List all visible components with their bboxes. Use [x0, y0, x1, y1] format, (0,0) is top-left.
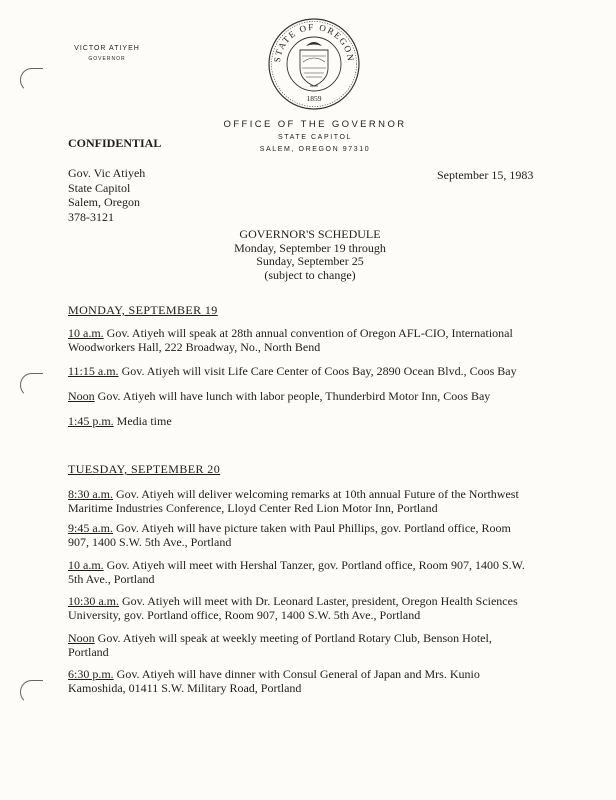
governor-title: GOVERNOR	[88, 56, 126, 62]
entry-text-cont: Portland	[68, 645, 109, 659]
entry-time: 6:30 p.m.	[68, 667, 114, 681]
schedule-entry	[68, 521, 588, 549]
entry-time: 11:15 a.m.	[68, 364, 119, 378]
entry-text-cont: Woodworkers Hall, 222 Broadway, No., North Bend	[68, 340, 321, 354]
schedule-range-start: Monday, September 19 through	[234, 240, 386, 255]
sender-phone: 378-3121	[68, 209, 114, 224]
governor-name: VICTOR ATIYEH	[74, 45, 140, 52]
entry-text-cont: University, gov. Portland office, Room 907, 1400 S.W. 5th Ave., Portland	[68, 608, 421, 622]
entry-text: Gov. Atiyeh will have picture taken with Paul Phillips, gov. Portland office, Room	[113, 521, 511, 535]
schedule-entry	[68, 667, 588, 695]
entry-text-cont: 5th Ave., Portland	[68, 572, 155, 586]
sender-name: Gov. Vic Atiyeh	[68, 166, 146, 180]
schedule-entry	[68, 558, 588, 586]
sender-building: State Capitol	[68, 180, 131, 195]
entry-text: Gov. Atiyeh will speak at 28th annual convention of Oregon AFL-CIO, International	[103, 326, 513, 340]
day-heading-tuesday: TUESDAY, SEPTEMBER 20	[68, 462, 221, 476]
entry-time: 10:30 a.m.	[68, 594, 119, 608]
schedule-entry	[68, 389, 588, 403]
hole-punch-mark	[20, 680, 43, 704]
hole-punch-mark	[20, 68, 43, 92]
schedule-entry	[68, 631, 588, 659]
entry-time: 10 a.m.	[68, 558, 104, 572]
entry-text: Gov. Atiyeh will speak at weekly meeting of Portland Rotary Club, Benson Hotel,	[94, 631, 492, 645]
entry-text: Gov. Atiyeh will have lunch with labor people, Thunderbird Motor Inn, Coos Bay	[94, 389, 491, 403]
schedule-note: (subject to change)	[264, 267, 356, 282]
entry-time: 10 a.m.	[68, 326, 104, 340]
day-heading-monday: MONDAY, SEPTEMBER 19	[68, 303, 218, 317]
entry-time: 9:45 a.m.	[68, 521, 113, 535]
entry-text-cont: Kamoshida, 01411 S.W. Military Road, Portland	[68, 681, 302, 695]
entry-text: Gov. Atiyeh will have dinner with Consul General of Japan and Mrs. Kunio	[113, 667, 480, 681]
schedule-range-end: Sunday, September 25	[256, 254, 364, 268]
sender-city: Salem, Oregon	[68, 195, 140, 209]
schedule-entry	[68, 326, 588, 354]
schedule-entry	[68, 594, 588, 622]
schedule-header	[160, 228, 460, 282]
entry-text-cont: 907, 1400 S.W. 5th Ave., Portland	[68, 535, 232, 549]
schedule-entry	[68, 487, 588, 515]
entry-text: Gov. Atiyeh will deliver welcoming remarks at 10th annual Future of the Northwest	[113, 487, 519, 501]
schedule-entry	[68, 414, 588, 428]
office-address: SALEM, OREGON 97310	[259, 146, 371, 153]
entry-time: Noon	[68, 631, 95, 645]
entry-time: 1:45 p.m.	[68, 414, 114, 428]
confidential-label: CONFIDENTIAL	[68, 136, 162, 150]
seal-text: STATE OF OREGON	[271, 21, 357, 63]
entry-text: Gov. Atiyeh will visit Life Care Center of Coos Bay, 2890 Ocean Blvd., Coos Bay	[118, 364, 517, 378]
hole-punch-mark	[20, 373, 43, 397]
entry-text: Gov. Atiyeh will meet with Hershal Tanzer, gov. Portland office, Room 907, 1400 S.W.	[103, 558, 525, 572]
office-title: OFFICE OF THE GOVERNOR	[223, 119, 407, 130]
letter-date: September 15, 1983	[437, 168, 534, 182]
entry-text: Gov. Atiyeh will meet with Dr. Leonard Laster, president, Oregon Health Sciences	[119, 594, 518, 608]
entry-text: Media time	[113, 414, 172, 428]
entry-text-cont: Maritime Industries Conference, Lloyd Center Red Lion Motor Inn, Portland	[68, 501, 438, 515]
office-building: STATE CAPITOL	[277, 134, 353, 141]
entry-time: Noon	[68, 389, 95, 403]
entry-time: 8:30 a.m.	[68, 487, 113, 501]
schedule-title: GOVERNOR'S SCHEDULE	[239, 227, 381, 241]
schedule-entry	[68, 364, 588, 378]
seal-year: 1859	[306, 94, 322, 103]
state-seal-icon	[266, 16, 362, 112]
sender-block	[68, 166, 145, 224]
